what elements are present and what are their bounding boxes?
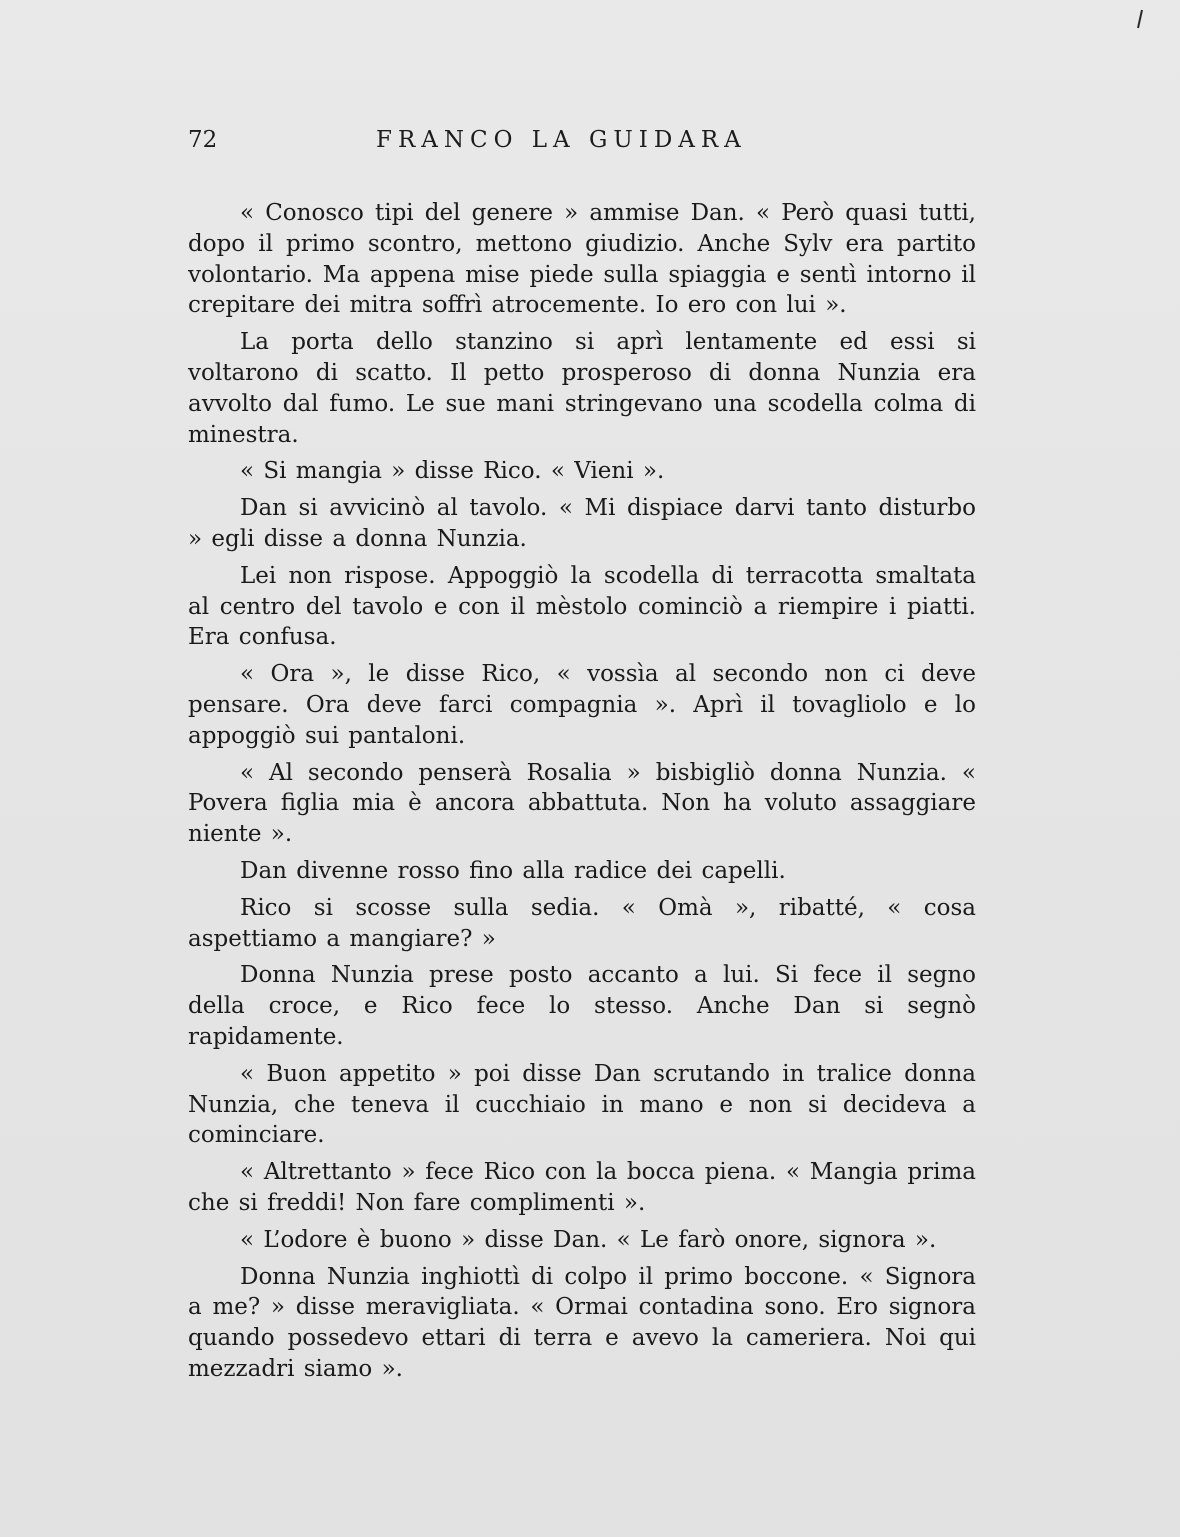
paragraph: « Si mangia » disse Rico. « Vieni ».	[240, 458, 665, 485]
paragraph: Dan si avvicinò al tavolo. « Mi dispiace darvi tanto disturbo » egli disse a donna Nunzia.	[188, 495, 976, 552]
paragraph: « L’odore è buono » disse Dan. « Le farò onore, signora ».	[240, 1226, 937, 1253]
paragraph: Donna Nunzia inghiottì di colpo il primo boccone. « Signora a me? » disse meravigliata. « Ormai contadina sono. Ero signora quando possedevo ettari di terra e avevo la cameriera. Noi qui mezzadri siamo ».	[188, 1263, 976, 1382]
paragraph: Dan divenne rosso fino alla radice dei capelli.	[240, 857, 786, 884]
paragraph: Lei non rispose. Appoggiò la scodella di terracotta smaltata al centro del tavolo e con il mèstolo cominciò a riempire i piatti. Era confusa.	[188, 562, 976, 651]
paragraph: « Al secondo penserà Rosalia » bisbigliò donna Nunzia. « Povera figlia mia è ancora abbattuta. Non ha voluto assaggiare niente ».	[188, 759, 976, 848]
running-head	[188, 122, 978, 162]
paragraph: Donna Nunzia prese posto accanto a lui. Si fece il segno della croce, e Rico fece lo stesso. Anche Dan si segnò rapidamente.	[188, 962, 976, 1050]
body-text	[188, 198, 976, 1391]
paragraph: « Buon appetito » poi disse Dan scrutando in tralice donna Nunzia, che teneva il cucchiaio in mano e non si decideva a cominciare.	[188, 1060, 976, 1149]
paragraph: « Ora », le disse Rico, « vossìa al secondo non ci deve pensare. Ora deve farci compagnia ». Aprì il tovagliolo e lo appoggiò sui pantaloni.	[188, 661, 976, 749]
paragraph: Rico si scosse sulla sedia. « Omà », ribatté, « cosa aspettiamo a mangiare? »	[188, 894, 976, 952]
paragraph: La porta dello stanzino si aprì lentamente ed essi si voltarono di scatto. Il petto prosperoso di donna Nunzia era avvolto dal fumo. Le sue mani stringevano una scodella colma di minestra.	[188, 329, 976, 448]
paragraph: « Conosco tipi del genere » ammise Dan. « Però quasi tutti, dopo il primo scontro, mettono giudizio. Anche Sylv era partito volontario. Ma appena mise piede sulla spiaggia e sentì intorno il crepitare dei mitra soffrì atrocemente. Io ero con lui ».	[188, 200, 976, 319]
page-number: 72	[188, 127, 218, 153]
print-mark	[1134, 8, 1146, 30]
running-title: FRANCO LA GUIDARA	[376, 127, 747, 153]
paragraph: « Altrettanto » fece Rico con la bocca piena. « Mangia prima che si freddi! Non fare complimenti ».	[188, 1159, 976, 1216]
